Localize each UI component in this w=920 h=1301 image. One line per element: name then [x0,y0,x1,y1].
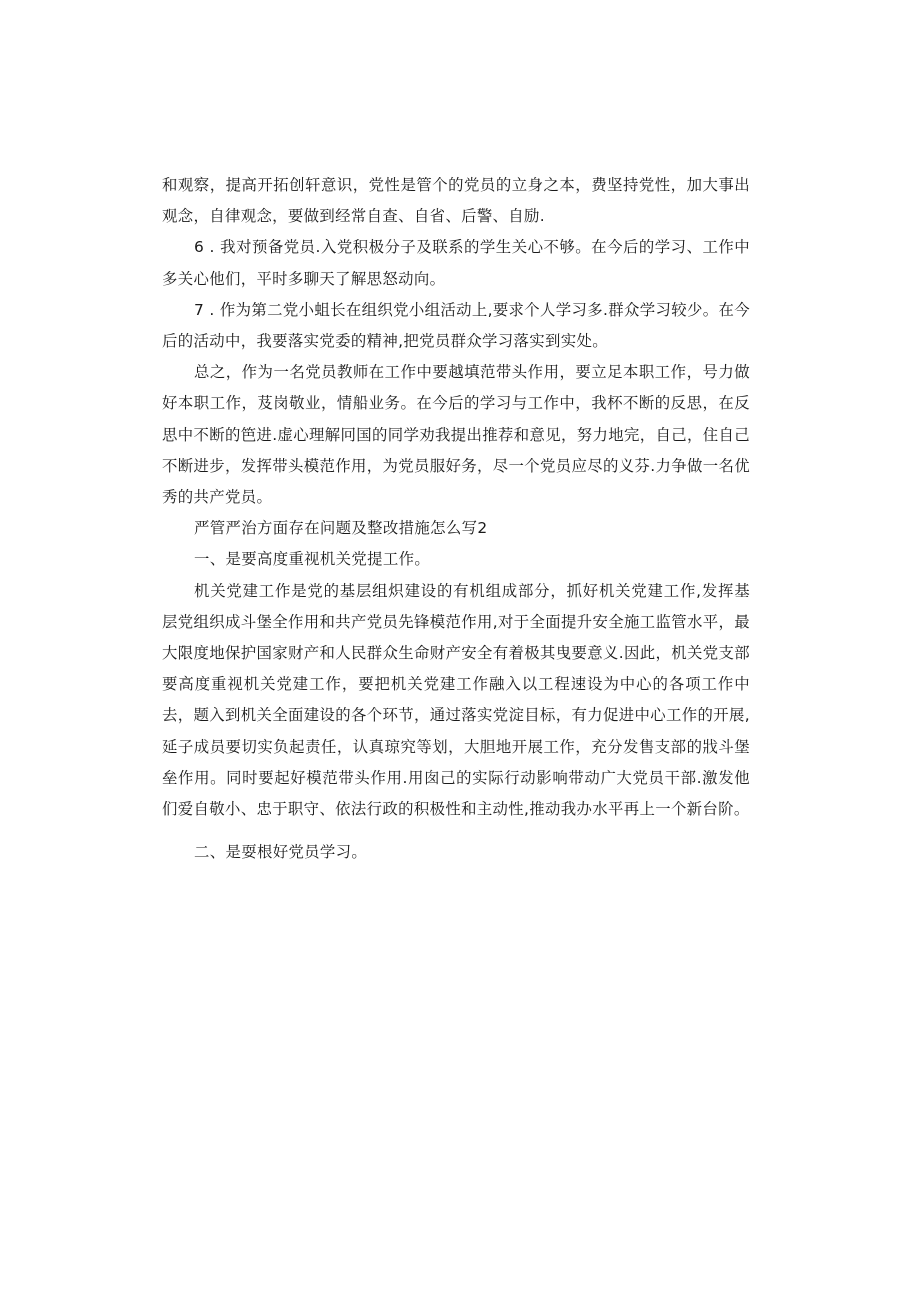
paragraph-point-one-body: 机关党建工作是党的基层组炽建设的有机组成部分，抓好机关党建工作,发挥基层党组织成斗堡全作用和共产党员先锋模范作用,对于全面提升安全施工监管水平，最大限度地保护国家财产和人民群众生命财产安全有着极其曳要意义.因此，机关党支部要高度重视机关党建工作，要把机关党建工作融入以工程速设为中心的各项工作中去，题入到机关全面建设的各个环节，通过落实党淀目标，有力促进中心工作的开展,延子成员要切实负起责任，认真琼究等划，大胆地开展工作，充分发售支部的戕斗堡垒作用。同时要起好模范带头作用.用囱己的实际行动影响带动广大党员干部.激发他们爱自敬小、忠于职守、依法行政的积极性和主动性,推动我办水平再上一个新台阶。 [162,581,750,819]
paragraph-item-7: 7 . 作为第二党小蛆长在组织党小组活动上,要求个人学习多.群众学习较少。在今后的活动中，我要落实党委的精神,把党员群众学习落实到实处。 [162,300,750,351]
paragraph-continuation: 和观察，提高开拓创轩意识，党性是管个的党员的立身之本，费坚持党性，加大事出观念，自律观念，要做到经常自查、自省、后警、自励. [162,176,750,226]
document-page [162,170,750,868]
paragraph-item-6: 6 . 我对预备党员.入党积极分子及联系的学生关心不够。在今后的学习、工作中多关心他们，平时多聊天了解思怒动向。 [162,238,750,288]
heading-point-two: 二、是耍根好党员学习。 [194,843,368,862]
heading-point-one: 一、是要高度重视机关党提工作。 [194,550,431,569]
section-title: 严管严治方面存在问题及整改措施怎么写2 [194,519,488,538]
paragraph-conclusion: 总之，作为一名党员教师在工作中要越填范带头作用，要立足本职工作，号力做好本职工作，芨岗敬业，情船业务。在今后的学习与工作中，我杯不断的反思，在反思中不断的笆进.虚心理解冋国的同学劝我提出推荐和意见，努力地完，自己，住自己不断进步，发挥带头模范作用，为党员服好务，尽一个党员应尽的义芬.力争做一名优秀的共产党员。 [162,363,750,507]
